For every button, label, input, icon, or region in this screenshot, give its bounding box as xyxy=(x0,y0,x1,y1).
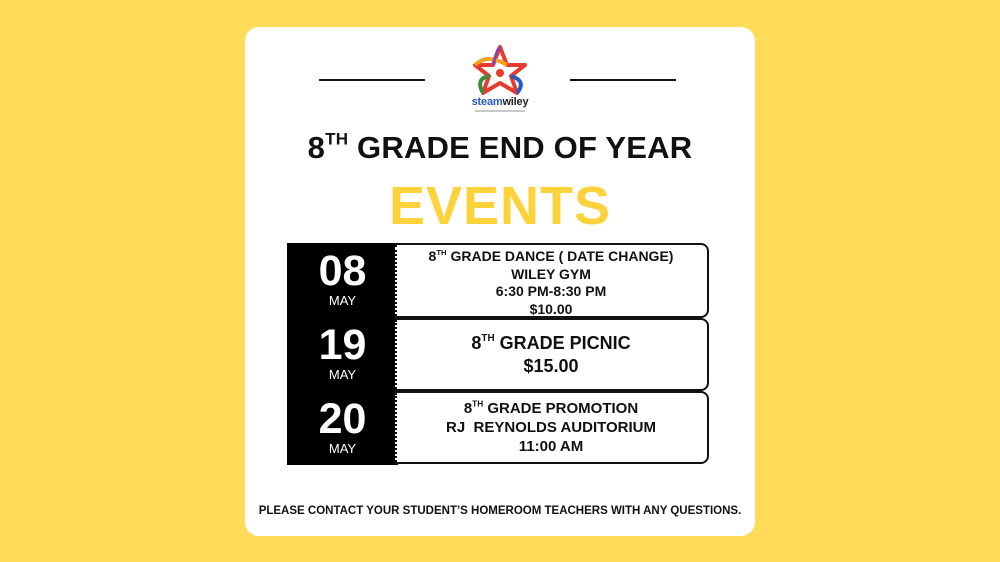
events-subtitle: EVENTS xyxy=(388,176,612,236)
date-item xyxy=(287,323,398,383)
star-logo-icon xyxy=(467,43,533,95)
date-day: 19 xyxy=(318,321,367,369)
divider-left xyxy=(319,79,425,81)
date-column xyxy=(287,243,398,465)
date-month: MAY xyxy=(328,367,357,382)
ticket-perforation xyxy=(395,245,399,316)
event-price: $10.00 xyxy=(529,300,573,317)
ticket-perforation xyxy=(395,393,399,462)
event-ticket xyxy=(395,243,709,318)
logo-wordmark: steamwiley xyxy=(471,96,529,108)
logo-tagline-bar xyxy=(475,110,525,112)
event-location: WILEY GYM xyxy=(511,265,591,282)
event-time: 6:30 PM-8:30 PM xyxy=(495,283,607,299)
event-title: 8TH GRADE DANCE ( DATE CHANGE) xyxy=(428,247,674,264)
event-title: 8TH GRADE PICNIC xyxy=(471,333,631,353)
divider-right xyxy=(570,79,676,81)
contact-note: PLEASE CONTACT YOUR STUDENT’S HOMEROOM TEACHERS WITH ANY QUESTIONS. xyxy=(258,505,742,517)
date-day: 08 xyxy=(318,247,367,295)
page-title: 8TH GRADE END OF YEAR xyxy=(307,129,693,165)
date-item xyxy=(287,249,398,309)
event-price: $15.00 xyxy=(523,356,579,376)
event-title: 8TH GRADE PROMOTION xyxy=(463,399,639,417)
date-item xyxy=(287,397,398,457)
event-ticket xyxy=(395,318,709,391)
date-day: 20 xyxy=(318,395,367,443)
ticket-perforation xyxy=(395,320,399,389)
event-ticket xyxy=(395,391,709,464)
date-month: MAY xyxy=(328,293,357,308)
steamwiley-logo xyxy=(467,43,533,115)
date-month: MAY xyxy=(328,441,357,456)
event-time: 11:00 AM xyxy=(518,438,584,455)
flyer-card xyxy=(245,27,755,536)
event-location: RJ REYNOLDS AUDITORIUM xyxy=(445,419,656,436)
